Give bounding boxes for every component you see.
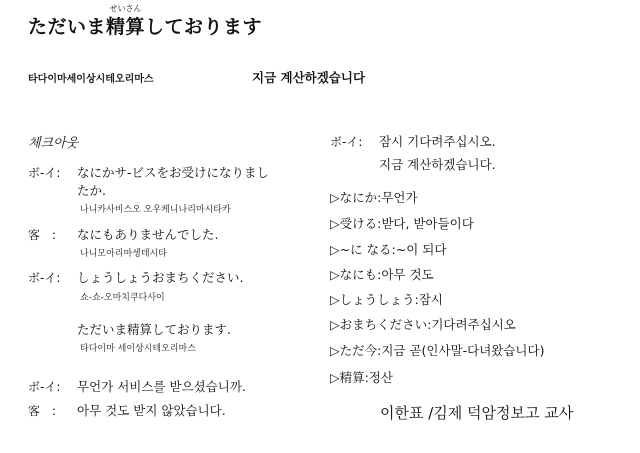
translation-line: 지금 계산하겠습니다. — [379, 157, 496, 172]
vocab-item: ▷おまちください:기다려주십시오 — [330, 317, 516, 332]
title-ruby: せいさん — [109, 4, 142, 13]
speaker-label: ボ-イ: — [28, 380, 61, 394]
vocab-item: ▷ただ今:지금 곧(인사말-다녀왔습니다) — [330, 343, 545, 358]
translation-line: 잠시 기다려주십시오. — [379, 134, 496, 149]
vocab-item: ▷精算:정산 — [330, 370, 393, 385]
vocab-item: ▷受ける:받다, 받아들이다 — [330, 216, 474, 231]
speaker-label: 客 : — [28, 228, 57, 242]
title-part-1: ただいま — [28, 16, 107, 38]
title-kanji: せいさん 精算 — [106, 4, 146, 38]
section-heading: 체크아웃 — [28, 136, 79, 151]
title-part-2: しております — [145, 16, 263, 38]
vocab-item: ▷~に なる:~이 되다 — [330, 242, 447, 257]
reading-line: 쇼-쇼-오마치쿠다사이 — [80, 293, 165, 303]
vocab-item: ▷なにも:아무 것도 — [330, 267, 434, 282]
translation-line: 무언가 서비스를 받으셨습니까. — [77, 379, 246, 394]
title-reading: 타다이마세이상시테오리마스 — [28, 74, 154, 85]
dialog-line-cont: たか. — [77, 183, 106, 198]
reading-line: 타다이마 세이상시테오리마스 — [80, 344, 196, 354]
speaker-label: ボ-イ: — [28, 271, 61, 285]
dialog-line: なにもありませんでした. — [77, 227, 219, 242]
vocab-item: ▷しょうしょう:잠시 — [330, 292, 443, 307]
reading-line: 나니모아리마셍데시타 — [80, 249, 167, 259]
reading-line: 나니카사비스오 오우케니나리마시타카 — [80, 205, 231, 215]
dialog-line: ただいま精算しております. — [77, 322, 231, 337]
speaker-label: 客 : — [28, 404, 57, 418]
dialog-line: なにかサ-ビスをお受けになりまし — [77, 165, 270, 180]
author-credit: 이한표 /김제 덕암정보고 교사 — [380, 404, 574, 422]
page-title — [28, 4, 263, 39]
speaker-label: ボ-イ: — [28, 166, 61, 180]
title-japanese — [28, 4, 263, 39]
speaker-label: ボ-イ: — [330, 135, 363, 149]
dialog-line: しょうしょうおまちください. — [77, 270, 244, 285]
translation-line: 아무 것도 받지 않았습니다. — [77, 403, 226, 418]
title-meaning: 지금 계산하겠습니다 — [252, 70, 366, 85]
vocab-item: ▷なにか:무언가 — [330, 190, 418, 205]
